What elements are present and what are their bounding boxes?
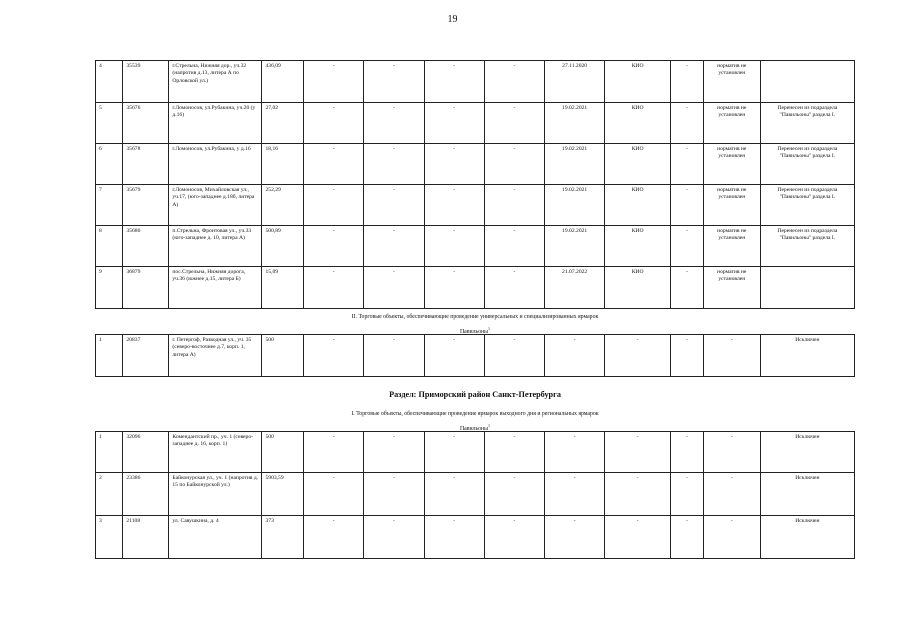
cell-f4: -	[484, 267, 544, 309]
cell-area: 252,29	[262, 185, 304, 226]
cell-n: 7	[96, 185, 123, 226]
cell-f1: -	[304, 473, 364, 516]
cell-f2: -	[364, 432, 424, 473]
cell-status: -	[703, 516, 760, 559]
cell-f2: -	[364, 226, 424, 267]
cell-status: -	[703, 432, 760, 473]
cell-f4: -	[484, 103, 544, 144]
cell-f5: -	[670, 432, 703, 473]
cell-kio: КИО	[605, 103, 671, 144]
cell-n: 6	[96, 144, 123, 185]
cell-area: 500,89	[262, 226, 304, 267]
table-row	[96, 185, 855, 226]
cell-date: -	[545, 516, 605, 559]
cell-note: Исключен	[760, 432, 854, 473]
cell-f4: -	[484, 226, 544, 267]
cell-f1: -	[304, 61, 364, 103]
table-row	[96, 516, 855, 559]
cell-note	[760, 61, 854, 103]
cell-note: Перенесен из подраздела "Павильоны" раздела I.	[760, 226, 854, 267]
cell-id: 23386	[123, 473, 169, 516]
cell-id: 35676	[123, 103, 169, 144]
cell-f5: -	[670, 226, 703, 267]
cell-f5: -	[670, 516, 703, 559]
cell-n: 1	[96, 335, 123, 377]
cell-f1: -	[304, 226, 364, 267]
cell-addr: г.Стрельна, Нижняя дор., уч.32 (напротив д.13, литера А по Орловской ул.)	[169, 61, 262, 103]
cell-f2: -	[364, 61, 424, 103]
cell-f2: -	[364, 516, 424, 559]
table-row	[96, 432, 855, 473]
cell-f5: -	[670, 267, 703, 309]
cell-date: -	[545, 335, 605, 377]
table-row	[96, 473, 855, 516]
cell-kio: КИО	[605, 61, 671, 103]
cell-kio: -	[605, 432, 671, 473]
cell-note: Перенесен из подраздела "Павильоны" раздела I.	[760, 103, 854, 144]
cell-status: норматив не установлен	[703, 185, 760, 226]
cell-kio: -	[605, 473, 671, 516]
cell-id: 32096	[123, 432, 169, 473]
cell-id: 35680	[123, 226, 169, 267]
cell-kio: КИО	[605, 185, 671, 226]
cell-area: 500	[262, 335, 304, 377]
cell-n: 1	[96, 432, 123, 473]
cell-f1: -	[304, 516, 364, 559]
cell-f5: -	[670, 144, 703, 185]
cell-date: 21.07.2022	[545, 267, 605, 309]
cell-f3: -	[424, 473, 484, 516]
cell-addr: г.Ломоносов, ул.Рубакина, у д.16	[169, 144, 262, 185]
table-row	[96, 267, 855, 309]
cell-n: 3	[96, 516, 123, 559]
page-number: 19	[447, 14, 458, 25]
section-ii-subcaption: Павильоны$^1$	[459, 326, 491, 335]
cell-f1: -	[304, 267, 364, 309]
cell-id: 35679	[123, 185, 169, 226]
cell-area: 436,09	[262, 61, 304, 103]
cell-f5: -	[670, 103, 703, 144]
cell-note: Исключен	[760, 473, 854, 516]
table-row	[96, 144, 855, 185]
cell-addr: Байконурская ул., уч. 1 (напротив д. 15 по Байконурской ул.)	[169, 473, 262, 516]
cell-date: -	[545, 432, 605, 473]
cell-f3: -	[424, 226, 484, 267]
cell-f4: -	[484, 185, 544, 226]
cell-f4: -	[484, 335, 544, 377]
cell-f3: -	[424, 516, 484, 559]
cell-status: норматив не установлен	[703, 226, 760, 267]
cell-f4: -	[484, 473, 544, 516]
cell-f1: -	[304, 185, 364, 226]
cell-status: норматив не установлен	[703, 144, 760, 185]
cell-date: 19.02.2021	[545, 103, 605, 144]
cell-f3: -	[424, 61, 484, 103]
cell-f4: -	[484, 432, 544, 473]
cell-area: 500	[262, 432, 304, 473]
cell-date: 27.11.2020	[545, 61, 605, 103]
cell-f3: -	[424, 432, 484, 473]
cell-status: -	[703, 335, 760, 377]
cell-f5: -	[670, 473, 703, 516]
cell-status: норматив не установлен	[703, 103, 760, 144]
cell-area: 18,16	[262, 144, 304, 185]
objects-table-upper	[95, 60, 855, 309]
cell-n: 4	[96, 61, 123, 103]
cell-f1: -	[304, 335, 364, 377]
section-i-subcaption: Павильоны$^1$	[459, 423, 491, 432]
cell-f5: -	[670, 61, 703, 103]
cell-id: 35539	[123, 61, 169, 103]
section-i-caption: I. Торговые объекты, обеспечивающие проведение ярмарок выходного дня и региональных ярмарок	[351, 411, 599, 417]
cell-f3: -	[424, 103, 484, 144]
table-row	[96, 61, 855, 103]
cell-f1: -	[304, 144, 364, 185]
cell-f2: -	[364, 335, 424, 377]
cell-f2: -	[364, 185, 424, 226]
cell-area: 5903,59	[262, 473, 304, 516]
table-row	[96, 335, 855, 377]
cell-f5: -	[670, 185, 703, 226]
cell-area: 27,02	[262, 103, 304, 144]
cell-f2: -	[364, 144, 424, 185]
cell-kio: -	[605, 516, 671, 559]
cell-note: Перенесен из подраздела "Павильоны" раздела I.	[760, 144, 854, 185]
cell-f2: -	[364, 103, 424, 144]
cell-addr: г.Ломоносов, ул.Рубакина, уч.20 (у д.16)	[169, 103, 262, 144]
cell-status: -	[703, 473, 760, 516]
cell-n: 5	[96, 103, 123, 144]
cell-status: норматив не установлен	[703, 61, 760, 103]
cell-date: -	[545, 473, 605, 516]
cell-area: 373	[262, 516, 304, 559]
cell-addr: г. Петергоф, Разводная ул., уч. 35 (северо-восточнее д.7, корп. 1, литера А)	[169, 335, 262, 377]
cell-f4: -	[484, 516, 544, 559]
cell-addr: г.Ломоносов, Михайловская ул., уч.17, (юго-западнее д.18б, литера А)	[169, 185, 262, 226]
district-heading: Раздел: Приморский район Санкт-Петербурга	[389, 390, 561, 399]
cell-f1: -	[304, 103, 364, 144]
objects-table-primorsky	[95, 431, 855, 559]
cell-id: 35678	[123, 144, 169, 185]
cell-note	[760, 267, 854, 309]
cell-note: Исключен	[760, 516, 854, 559]
cell-f3: -	[424, 144, 484, 185]
cell-date: 19.02.2021	[545, 144, 605, 185]
cell-addr: Комендантский пр., уч. 1 (северо-западнее д. 16, корп. 1)	[169, 432, 262, 473]
cell-kio: -	[605, 335, 671, 377]
cell-f3: -	[424, 267, 484, 309]
table-row	[96, 226, 855, 267]
cell-id: 36879	[123, 267, 169, 309]
objects-table-fairs	[95, 334, 855, 377]
cell-n: 9	[96, 267, 123, 309]
cell-f2: -	[364, 267, 424, 309]
cell-f4: -	[484, 144, 544, 185]
cell-f1: -	[304, 432, 364, 473]
cell-date: 19.02.2021	[545, 185, 605, 226]
section-ii-caption: II. Торговые объекты, обеспечивающие проведение универсальных и специализированных ярмарок	[351, 314, 599, 320]
cell-id: 20837	[123, 335, 169, 377]
cell-kio: КИО	[605, 267, 671, 309]
cell-addr: пос.Стрельна, Нижняя дорога, уч.36 (южнее д.15, литера Б)	[169, 267, 262, 309]
cell-n: 2	[96, 473, 123, 516]
cell-note: Перенесен из подраздела "Павильоны" раздела I.	[760, 185, 854, 226]
cell-addr: ул. Савушкина, д. 4	[169, 516, 262, 559]
cell-f2: -	[364, 473, 424, 516]
cell-note: Исключен	[760, 335, 854, 377]
cell-f4: -	[484, 61, 544, 103]
cell-f3: -	[424, 185, 484, 226]
cell-f3: -	[424, 335, 484, 377]
cell-status: норматив не установлен	[703, 267, 760, 309]
cell-id: 21108	[123, 516, 169, 559]
cell-kio: КИО	[605, 144, 671, 185]
cell-area: 15,09	[262, 267, 304, 309]
cell-kio: КИО	[605, 226, 671, 267]
cell-addr: п.Стрельна, Фронтовая ул., уч.33 (юго-западнее д. 10, литера А)	[169, 226, 262, 267]
cell-n: 8	[96, 226, 123, 267]
cell-f5: -	[670, 335, 703, 377]
table-row	[96, 103, 855, 144]
cell-date: 19.02.2021	[545, 226, 605, 267]
